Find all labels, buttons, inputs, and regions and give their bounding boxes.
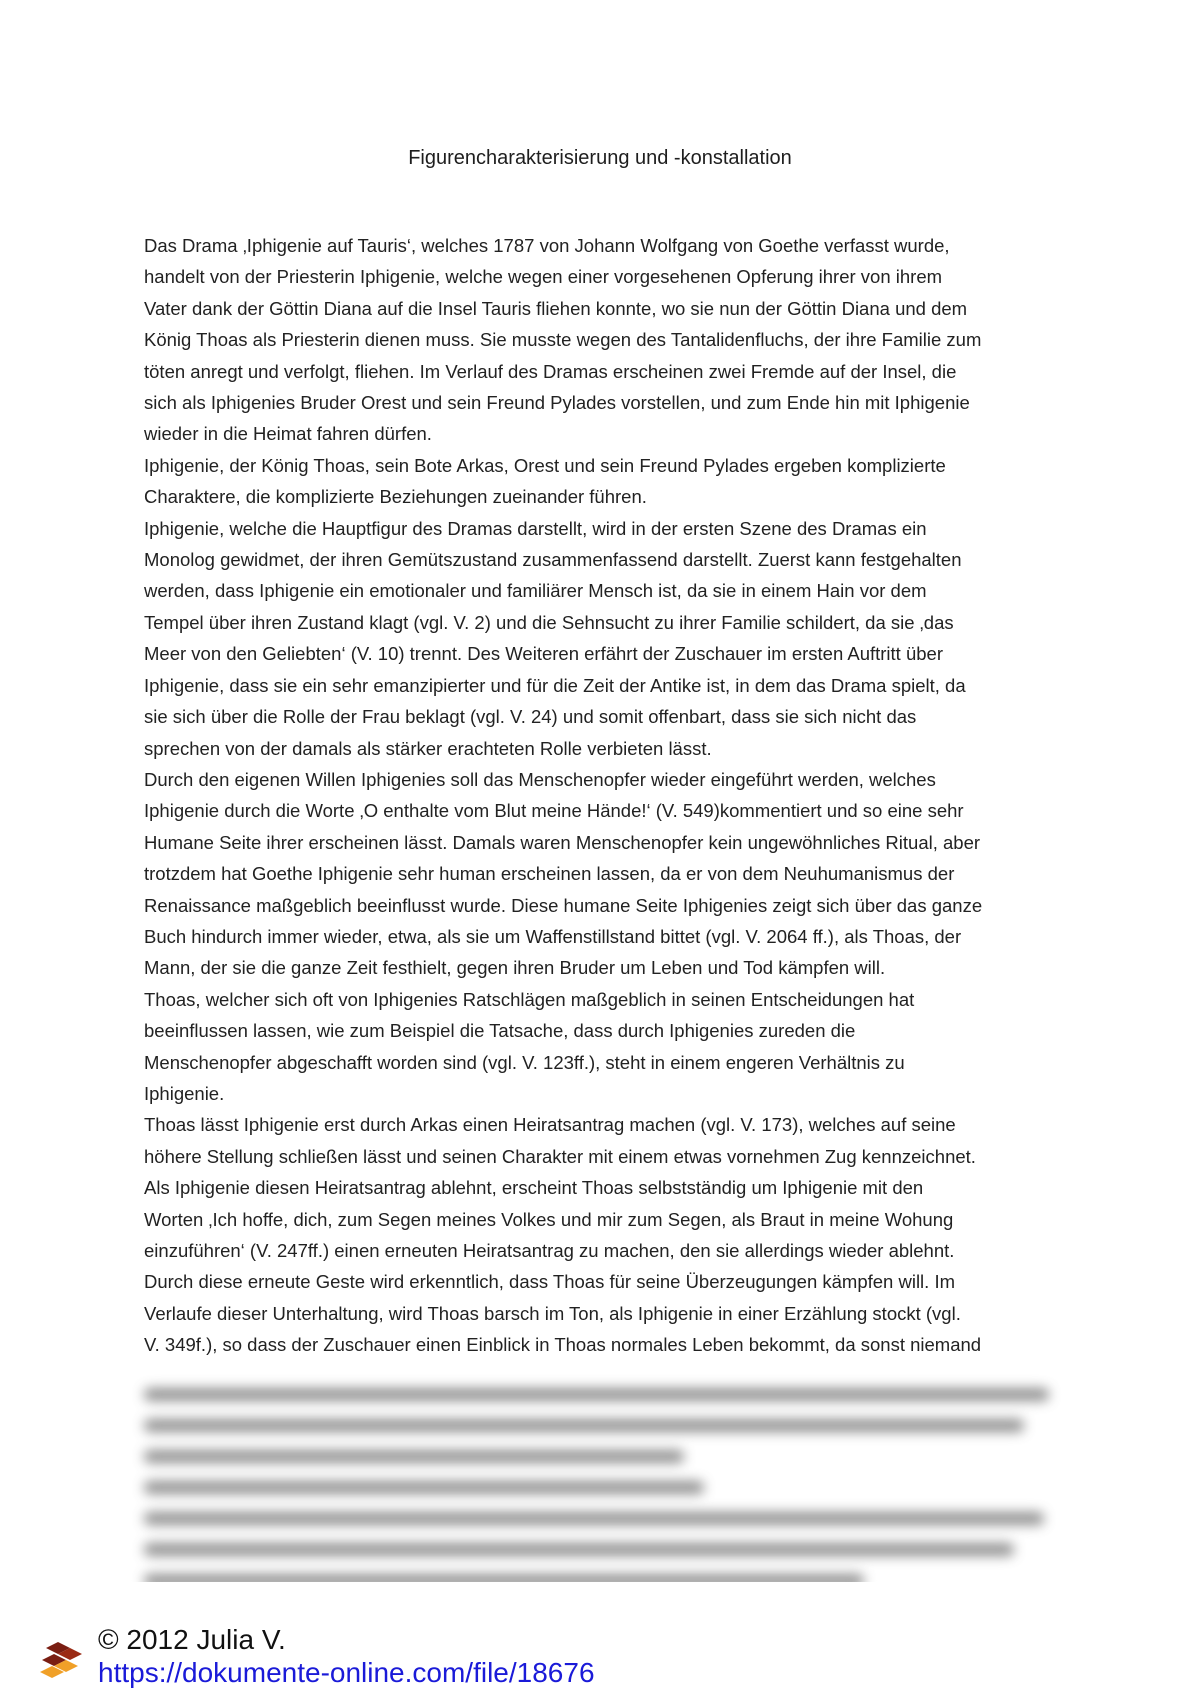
text-line: Buch hindurch immer wieder, etwa, als sie um Waffenstillstand bittet (vgl. V. 2064 ff.), als Thoas, der (144, 925, 962, 947)
text-line: sich als Iphigenies Bruder Orest und sein Freund Pylades vorstellen, und zum Ende hin mit Iphigenie (144, 392, 970, 414)
text-line: Das Drama ‚Iphigenie auf Tauris‘, welches 1787 von Johann Wolfgang von Goethe verfasst wurde, (144, 235, 950, 256)
text-line: Iphigenie, dass sie ein sehr emanzipierter und für die Zeit der Antike ist, in dem das Drama spielt, da (144, 674, 966, 696)
text-line: sprechen von der damals als stärker erachteten Rolle verbieten lässt. (144, 737, 712, 759)
text-line: handelt von der Priesterin Iphigenie, welche wegen einer vorgesehenen Opferung ihrer von ihrem (144, 266, 943, 288)
text-line: Mann, der sie die ganze Zeit festhielt, gegen ihren Bruder um Leben und Tod kämpfen will. (144, 957, 886, 979)
text-line: Durch diese erneute Geste wird erkenntlich, dass Thoas für seine Überzeugungen kämpfen will. Im (144, 1271, 955, 1293)
text-line: Durch den eigenen Willen Iphigenies soll das Menschenopfer wieder eingeführt werden, welches (144, 768, 936, 790)
copyright-text: © 2012 Julia V. (98, 1624, 286, 1655)
text-line: werden, dass Iphigenie ein emotionaler und familiärer Mensch ist, da sie in einem Hain vor dem (144, 580, 927, 602)
text-line: Verlaufe dieser Unterhaltung, wird Thoas barsch im Ton, als Iphigenie in einer Erzählung stockt (vgl. (144, 1302, 961, 1324)
footer (38, 1624, 838, 1694)
text-line: Iphigenie durch die Worte ‚O enthalte vom Blut meine Hände!‘ (V. 549)kommentiert und so eine sehr (144, 800, 964, 822)
text-line: Als Iphigenie diesen Heiratsantrag ablehnt, erscheint Thoas selbstständig um Iphigenie mit den (144, 1177, 924, 1199)
text-line: Thoas, welcher sich oft von Iphigenies Ratschlägen maßgeblich in seinen Entscheidungen hat (144, 988, 915, 1010)
text-line: Charaktere, die komplizierte Beziehungen zueinander führen. (144, 486, 647, 508)
body-paragraphs (144, 230, 1074, 1361)
text-line: sie sich über die Rolle der Frau beklagt (vgl. V. 24) und somit offenbart, dass sie sich nicht das (144, 706, 917, 728)
text-line: Iphigenie, der König Thoas, sein Bote Arkas, Orest und sein Freund Pylades ergeben komplizierte (144, 454, 946, 476)
text-line: töten anregt und verfolgt, fliehen. Im Verlauf des Dramas erscheinen zwei Fremde auf der Insel, die (144, 360, 957, 382)
text-line: einzuführen‘ (V. 247ff.) einen erneuten Heiratsantrag zu machen, den sie allerdings wieder ablehnt. (144, 1240, 955, 1261)
text-line: Worten ‚Ich hoffe, dich, zum Segen meines Volkes und mir zum Segen, als Braut in meine Wohung (144, 1208, 954, 1230)
text-line: V. 349f.), so dass der Zuschauer einen Einblick in Thoas normales Leben bekommt, da sonst niemand (144, 1334, 982, 1356)
stacked-diamonds-logo-icon (38, 1634, 86, 1680)
text-line: Tempel über ihren Zustand klagt (vgl. V. 2) und die Sehnsucht zu ihrer Familie schildert, da sie ‚das (144, 611, 954, 633)
text-line: trotzdem hat Goethe Iphigenie sehr human erscheinen lassen, da er von dem Neuhumanismus der (144, 863, 955, 885)
document-body (144, 230, 1074, 1361)
document-title: Figurencharakterisierung und -konstallation (408, 147, 792, 169)
text-line: Iphigenie. (144, 1082, 225, 1104)
text-line: Menschenopfer abgeschafft worden sind (vgl. V. 123ff.), steht in einem engeren Verhältnis zu (144, 1051, 905, 1073)
text-line: Vater dank der Göttin Diana auf die Insel Tauris fliehen konnte, wo sie nun der Göttin Diana und dem (144, 297, 968, 319)
text-line: König Thoas als Priesterin dienen muss. Sie musste wegen des Tantalidenfluchs, der ihre Familie zum (144, 329, 982, 351)
text-line: höhere Stellung schließen lässt und seinen Charakter mit einem etwas vornehmen Zug kennzeichnet. (144, 1145, 976, 1167)
text-line: Meer von den Geliebten‘ (V. 10) trennt. Des Weiteren erfährt der Zuschauer im ersten Auftritt über (144, 643, 943, 665)
text-line: Iphigenie, welche die Hauptfigur des Dramas darstellt, wird in der ersten Szene des Dramas ein (144, 517, 927, 539)
text-line: Thoas lässt Iphigenie erst durch Arkas einen Heiratsantrag machen (vgl. V. 173), welches auf seine (144, 1114, 956, 1136)
text-line: wieder in die Heimat fahren dürfen. (144, 423, 432, 445)
text-line: Monolog gewidmet, der ihren Gemütszustand zusammenfassend darstellt. Zuerst kann festgehalten (144, 549, 962, 571)
document-link[interactable]: https://dokumente-online.com/file/18676 (98, 1657, 595, 1688)
text-line: beeinflussen lassen, wie zum Beispiel die Tatsache, dass durch Iphigenies zureden die (144, 1020, 856, 1042)
text-line: Renaissance maßgeblich beeinflusst wurde. Diese humane Seite Iphigenies zeigt sich über das ganze (144, 894, 983, 916)
blurred-preview-region (130, 1362, 1080, 1582)
text-line: Humane Seite ihrer erscheinen lässt. Damals waren Menschenopfer kein ungewöhnliches Ritual, aber (144, 831, 981, 853)
